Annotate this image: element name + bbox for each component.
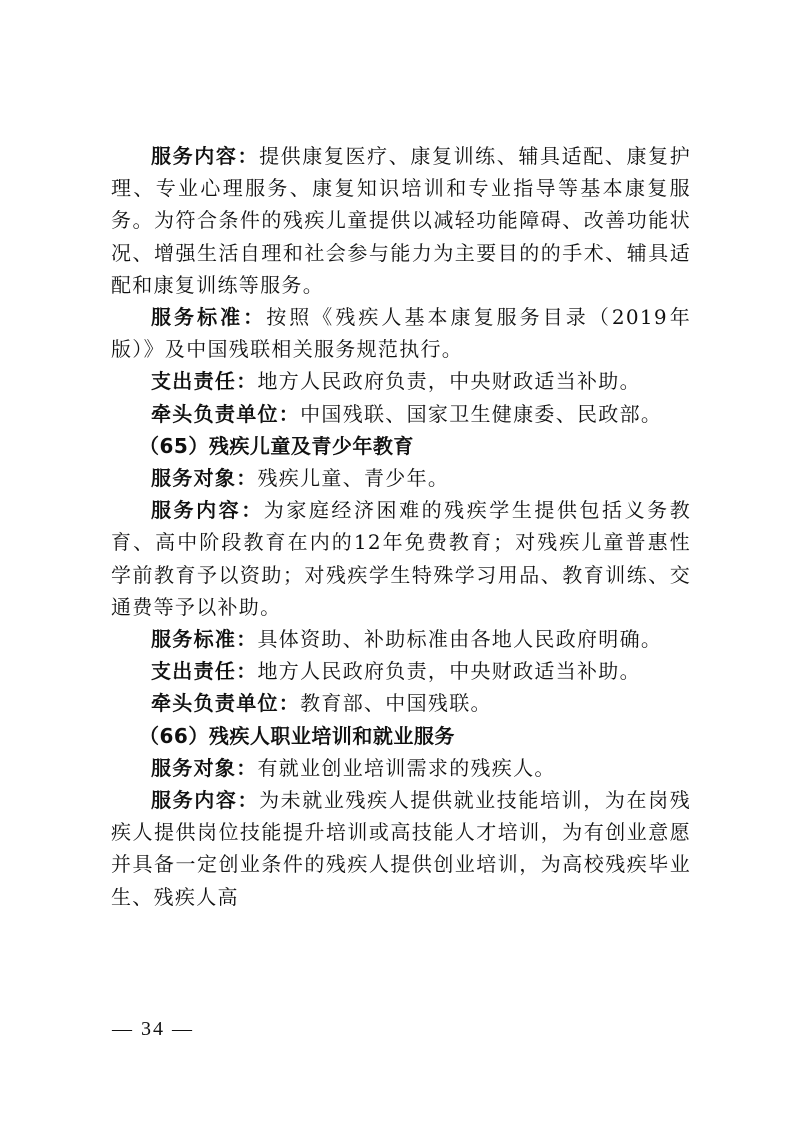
field-label: 服务内容： [151,498,264,523]
field-text: 具体资助、补助标准由各地人民政府明确。 [257,627,663,652]
field-label: 服务对象： [151,755,258,780]
field-text: 为未就业残疾人提供就业技能培训，为在岗残疾人提供岗位技能提升培训或高技能人才培训，为有创业意愿并具备一定创业条件的残疾人提供创业培训，为高校残疾毕业生、残疾人高 [111,788,691,909]
field-text: 为家庭经济困难的残疾学生提供包括义务教育、高中阶段教育在内的12年免费教育；对残疾儿童普惠性学前教育予以资助；对残疾学生特殊学习用品、教育训练、交通费等予以补助。 [111,498,692,619]
section-heading-65: （65）残疾儿童及青少年教育 [139,433,414,458]
field-label: 牵头负责单位： [151,691,301,716]
document-body [111,140,691,913]
paragraph-service-content [111,784,691,913]
field-text: 残疾儿童、青少年。 [257,466,450,491]
field-text: 有就业创业培训需求的残疾人。 [257,755,556,780]
field-label: 服务内容： [151,788,260,813]
paragraph-service-target [111,752,691,784]
field-label: 支出责任： [151,369,258,394]
section-heading-66: （66）残疾人职业培训和就业服务 [139,723,455,748]
field-label: 服务标准： [151,305,267,330]
field-label: 服务标准： [151,627,258,652]
paragraph-service-standard [111,301,691,365]
field-text: 按照《残疾人基本康复服务目录（2019年版）》及中国残联相关服务规范执行。 [111,305,691,362]
paragraph-lead-unit [111,687,691,719]
paragraph-expenditure-responsibility [111,655,691,687]
field-text: 地方人民政府负责，中央财政适当补助。 [257,659,641,684]
paragraph-service-content [111,494,691,623]
paragraph-expenditure-responsibility [111,365,691,397]
field-text: 地方人民政府负责，中央财政适当补助。 [257,369,641,394]
field-label: 支出责任： [151,659,258,684]
paragraph-lead-unit [111,398,691,430]
field-label: 牵头负责单位： [151,401,301,426]
field-label: 服务对象： [151,466,258,491]
paragraph-service-content [111,140,691,301]
field-text: 中国残联、国家卫生健康委、民政部。 [300,401,663,426]
paragraph-service-standard [111,623,691,655]
page-number: — 34 — [112,1018,194,1040]
field-text: 教育部、中国残联。 [300,691,492,716]
paragraph-service-target [111,462,691,494]
field-label: 服务内容： [151,144,260,168]
field-text: 提供康复医疗、康复训练、辅具适配、康复护理、专业心理服务、康复知识培训和专业指导等基本康复服务。为符合条件的残疾儿童提供以减轻功能障碍、改善功能状况、增强生活自理和社会参与能力为主要目的的手术、辅具适配和康复训练等服务。 [111,144,691,297]
